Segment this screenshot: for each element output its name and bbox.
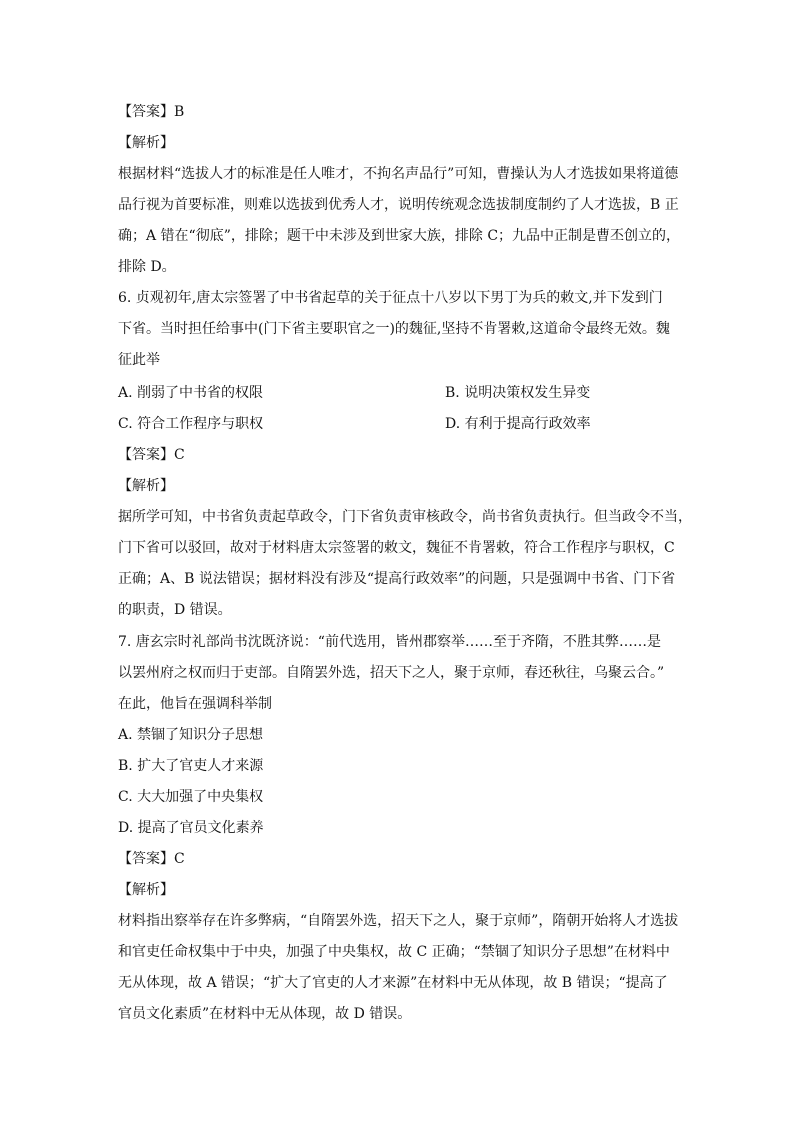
analysis-text: 据所学可知，中书省负责起草政令，门下省负责审核政令，尚书省负责执行。但当政令不当， (118, 509, 692, 525)
option-c: C. 符合工作程序与职权 (118, 416, 264, 432)
answer-label: 【答案】C (118, 851, 185, 867)
answer-label: 【答案】C (118, 447, 185, 463)
analysis-text: 确；A 错在“彻底”，排除；题干中未涉及到世家大族，排除 C；九品中正制是曹丕创立的， (118, 228, 681, 244)
option-a: A. 禁锢了知识分子思想 (118, 727, 264, 743)
analysis-label: 【解析】 (118, 135, 174, 151)
question-7-text: 在此，他旨在强调科举制 (118, 696, 272, 712)
question-6-text: 下省。当时担任给事中(门下省主要职官之一)的魏征,坚持不肯署敕,这道命令最终无效。魏 (118, 321, 670, 337)
analysis-text: 品行视为首要标准，则难以选拔到优秀人才，说明传统观念选拔制度制约了人才选拔，B 正 (118, 197, 679, 213)
analysis-text: 排除 D。 (118, 259, 176, 275)
analysis-text: 根据材料“选拔人才的标准是任人唯才，不拘名声品行”可知，曹操认为人才选拔如果将道德 (118, 166, 679, 182)
option-a: A. 削弱了中书省的权限 (118, 385, 264, 401)
analysis-text: 官员文化素质”在材料中无从体现，故 D 错误。 (118, 1006, 412, 1022)
analysis-text: 的职责，D 错误。 (118, 602, 232, 618)
analysis-label: 【解析】 (118, 882, 174, 898)
analysis-text: 材料指出察举存在许多弊病，“自隋罢外选，招天下之人，聚于京师”，隋朝开始将人才选拔 (118, 913, 679, 929)
option-d: D. 有利于提高行政效率 (445, 416, 591, 432)
option-c: C. 大大加强了中央集权 (118, 789, 264, 805)
option-d: D. 提高了官员文化素养 (118, 820, 264, 836)
question-7-text: 以罢州府之权而归于吏部。自隋罢外选，招天下之人，聚于京师，春还秋往，乌聚云合。” (118, 665, 665, 681)
analysis-text: 和官吏任命权集中于中央，加强了中央集权，故 C 正确；“禁锢了知识分子思想”在材料中 (118, 944, 670, 960)
question-6-text: 6. 贞观初年,唐太宗签署了中书省起草的关于征点十八岁以下男丁为兵的敕文,并下发到门 (118, 290, 663, 306)
question-7-text: 7. 唐玄宗时礼部尚书沈既济说：“前代选用，皆州郡察举……至于齐隋，不胜其弊……是 (118, 634, 661, 650)
analysis-text: 门下省可以驳回，故对于材料唐太宗签署的敕文，魏征不肯署敕，符合工作程序与职权，C (118, 540, 675, 556)
analysis-text: 无从体现，故 A 错误；“扩大了官吏的人才来源”在材料中无从体现，故 B 错误；“提高了 (118, 975, 668, 991)
option-b: B. 扩大了官吏人才来源 (118, 758, 264, 774)
question-6-text: 征此举 (118, 352, 160, 368)
analysis-text: 正确；A、B 说法错误；据材料没有涉及“提高行政效率”的问题，只是强调中书省、门下省 (118, 571, 676, 587)
option-b: B. 说明决策权发生异变 (445, 385, 591, 401)
answer-label: 【答案】B (118, 104, 185, 120)
analysis-label: 【解析】 (118, 478, 174, 494)
